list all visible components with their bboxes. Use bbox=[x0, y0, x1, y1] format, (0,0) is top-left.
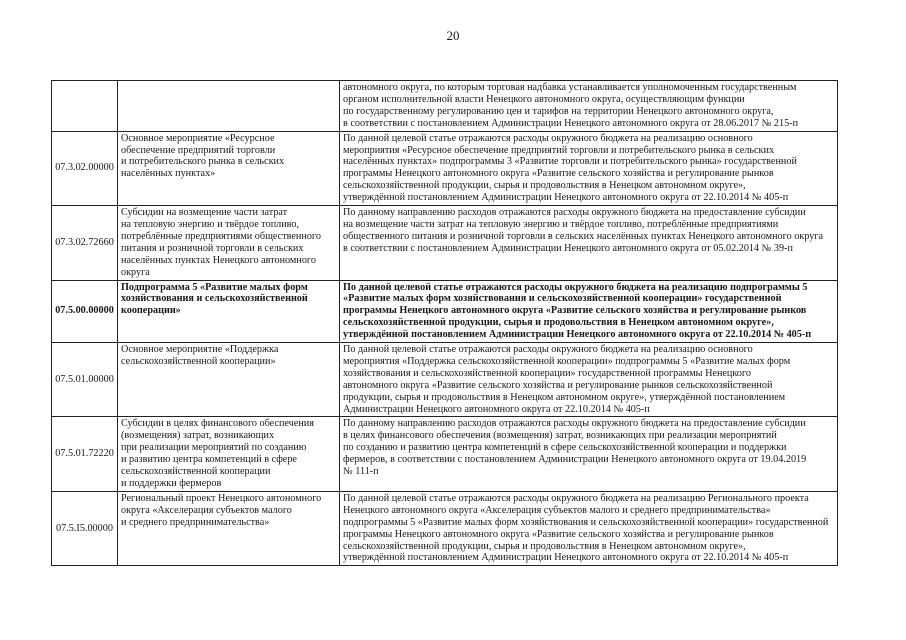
name-line: при реализации мероприятий по созданию bbox=[121, 442, 307, 454]
name-line: округа «Акселерация субъектов малого bbox=[121, 504, 292, 516]
name-line: населённых пунктах Ненецкого автономного bbox=[121, 254, 316, 266]
name-line: населённых пунктах» bbox=[121, 168, 216, 180]
name-line: сельскохозяйственной кооперации bbox=[121, 466, 271, 478]
description-line: мероприятия «Поддержка сельскохозяйственной кооперации» подпрограммы 5 «Развитие малых форм bbox=[343, 355, 791, 367]
name-line: сельскохозяйственной кооперации» bbox=[121, 355, 276, 367]
description-line: органом исполнительной власти Ненецкого автономного округа, осуществляющим функции bbox=[343, 93, 745, 105]
description-line: населённых пунктах» подпрограммы 3 «Развитие торговли и потребительского рынка» государственной bbox=[343, 156, 797, 168]
target-article-name bbox=[118, 206, 340, 280]
description-line: утверждённой постановлением Администрации Ненецкого автономного округа от 22.10.2014 № 405-п bbox=[343, 329, 812, 341]
table-row bbox=[52, 343, 838, 417]
description-line: общественного питания и розничной торговли в сельских населённых пунктах Ненецкого автономного округа bbox=[343, 230, 824, 242]
description-line: по созданию и развитию центра компетенций в сфере сельскохозяйственной кооперации и поддержки bbox=[343, 442, 787, 454]
description-line: мероприятия «Ресурсное обеспечение предприятий торговли и потребительского рынка в сельских bbox=[343, 144, 775, 156]
name-line: и среднего предпринимательства» bbox=[121, 516, 270, 528]
description-line: хозяйствования и сельскохозяйственной кооперации» государственной программы Ненецкого bbox=[343, 367, 751, 379]
target-article-description bbox=[340, 81, 838, 132]
target-article-name bbox=[118, 81, 340, 132]
target-article-description bbox=[340, 206, 838, 280]
name-line: Основное мероприятие «Поддержка bbox=[121, 344, 279, 356]
description-line: По данной целевой статье отражаются расходы окружного бюджета на реализацию Регионального проекта bbox=[343, 492, 809, 504]
description-line: автономного округа, по которым торговая надбавка устанавливается уполномоченным государственным bbox=[343, 82, 797, 93]
description-line: на возмещение части затрат на тепловую энергию и твёрдое топливо, потреблённые предприятиями bbox=[343, 218, 779, 230]
name-line: округа bbox=[121, 266, 150, 278]
target-article-name bbox=[118, 131, 340, 205]
description-line: продукции, сырья и продовольствия в Ненецком автономном округе», утверждённой постановлением bbox=[343, 391, 786, 403]
description-line: фермеров, в соответствии с постановлением Администрации Ненецкого автономного округа от 19.04.2019 bbox=[343, 454, 807, 466]
target-article-description bbox=[340, 417, 838, 491]
name-line: Субсидии на возмещение части затрат bbox=[121, 207, 288, 219]
target-article-code: 07.5.00.00000 bbox=[52, 280, 118, 343]
name-line: Подпрограмма 5 «Развитие малых форм bbox=[121, 281, 308, 293]
description-line: По данной целевой статье отражаются расходы окружного бюджета на реализацию основного bbox=[343, 132, 753, 144]
target-article-code: 07.5.01.00000 bbox=[52, 343, 118, 417]
table-row bbox=[52, 206, 838, 280]
budget-classification-table bbox=[51, 80, 838, 566]
target-article-description bbox=[340, 343, 838, 417]
description-line: программы Ненецкого автономного округа «Развитие сельского хозяйства и регулирование рынков bbox=[343, 168, 774, 180]
description-line: Администрации Ненецкого автономного округа от 22.10.2014 № 405-п bbox=[343, 403, 650, 415]
target-article-description bbox=[340, 280, 838, 343]
name-line: хозяйствования и сельскохозяйственной bbox=[121, 293, 308, 305]
description-line: Ненецкого автономного округа «Акселерация субъектов малого и среднего предпринимательства» bbox=[343, 504, 771, 516]
name-line: на тепловую энергию и твёрдое топливо, bbox=[121, 218, 300, 230]
description-line: сельскохозяйственной продукции, сырья и продовольствия в Ненецком автономном округе», bbox=[343, 540, 746, 552]
target-article-description bbox=[340, 131, 838, 205]
name-line: и развитию центра компетенций в сфере bbox=[121, 454, 297, 466]
description-line: сельскохозяйственной продукции, сырья и продовольствия в Ненецком автономном округе», bbox=[343, 317, 774, 329]
table-row bbox=[52, 280, 838, 343]
target-article-code bbox=[52, 81, 118, 132]
name-line: обеспечение предприятий торговли bbox=[121, 144, 276, 156]
description-line: в соответствии с постановлением Администрации Ненецкого автономного округа от 28.06.2017 № 215-п bbox=[343, 117, 799, 129]
name-line: потреблённые предприятиями общественного bbox=[121, 230, 321, 242]
table-row bbox=[52, 131, 838, 205]
description-line: программы Ненецкого автономного округа «Развитие сельского хозяйства и регулирование рынков bbox=[343, 305, 807, 317]
target-article-name bbox=[118, 343, 340, 417]
name-line: и потребительского рынка в сельских bbox=[121, 156, 285, 168]
description-line: «Развитие малых форм хозяйствования и сельскохозяйственной кооперации» государственной bbox=[343, 293, 782, 305]
description-line: № 111-п bbox=[343, 466, 379, 478]
target-article-description bbox=[340, 491, 838, 565]
table-row bbox=[52, 417, 838, 491]
name-line: (возмещения) затрат, возникающих bbox=[121, 430, 275, 442]
name-line: кооперации» bbox=[121, 305, 181, 317]
name-line: Основное мероприятие «Ресурсное bbox=[121, 132, 275, 144]
name-line: питания и розничной торговли в сельских bbox=[121, 242, 304, 254]
description-line: По данному направлению расходов отражаются расходы окружного бюджета на предоставление субсидии bbox=[343, 418, 806, 430]
description-line: По данному направлению расходов отражаются расходы окружного бюджета на предоставление субсидии bbox=[343, 207, 806, 219]
target-article-name bbox=[118, 417, 340, 491]
target-article-name bbox=[118, 280, 340, 343]
description-line: автономного округа «Развитие сельского хозяйства и регулирование рынков сельскохозяйственной bbox=[343, 379, 773, 391]
description-line: в целях финансового обеспечения (возмещения) затрат, возникающих при реализации мероприятий bbox=[343, 430, 777, 442]
target-article-name bbox=[118, 491, 340, 565]
page-number: 20 bbox=[446, 28, 460, 43]
name-line: Субсидии в целях финансового обеспечения bbox=[121, 418, 314, 430]
target-article-code: 07.5.01.72220 bbox=[52, 417, 118, 491]
description-line: сельскохозяйственной продукции, сырья и продовольствия в Ненецком автономном округе», bbox=[343, 180, 746, 192]
description-line: утверждённой постановлением Администрации Ненецкого автономного округа от 22.10.2014 № 405-п bbox=[343, 552, 789, 564]
target-article-code: 07.3.02.72660 bbox=[52, 206, 118, 280]
description-line: по государственному регулированию цен и тарифов на территории Ненецкого автономного округа, bbox=[343, 105, 774, 117]
target-article-code: 07.3.02.00000 bbox=[52, 131, 118, 205]
target-article-code: 07.5.I5.00000 bbox=[52, 491, 118, 565]
description-line: в соответствии с постановлением Администрации Ненецкого автономного округа от 05.02.2014 № 39-п bbox=[343, 242, 793, 254]
description-line: По данной целевой статье отражаются расходы окружного бюджета на реализацию подпрограммы 5 bbox=[343, 281, 808, 293]
description-line: утверждённой постановлением Администрации Ненецкого автономного округа от 22.10.2014 № 405-п bbox=[343, 192, 789, 204]
description-line: По данной целевой статье отражаются расходы окружного бюджета на реализацию основного bbox=[343, 344, 753, 356]
description-line: программы Ненецкого автономного округа «Развитие сельского хозяйства и регулирование рынков bbox=[343, 528, 774, 540]
table-row bbox=[52, 491, 838, 565]
table-body bbox=[52, 81, 838, 566]
name-line: и поддержки фермеров bbox=[121, 478, 222, 489]
table-row bbox=[52, 81, 838, 132]
name-line: Региональный проект Ненецкого автономного bbox=[121, 492, 322, 504]
description-line: подпрограммы 5 «Развитие малых форм хозяйствования и сельскохозяйственной кооперации» государственной bbox=[343, 516, 829, 528]
